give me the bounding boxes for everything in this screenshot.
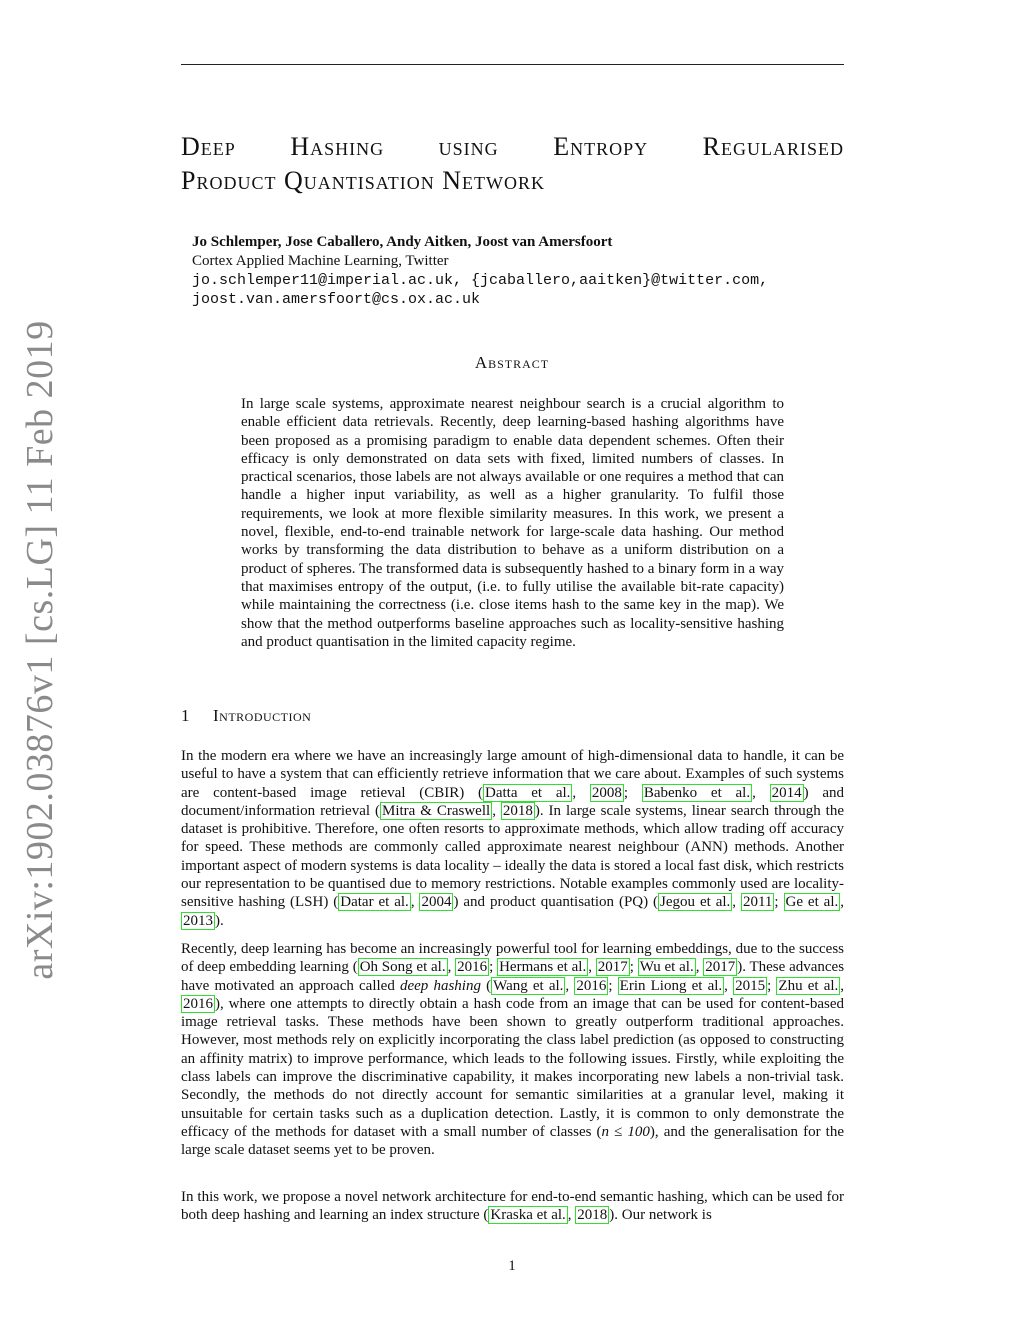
arxiv-stamp xyxy=(19,320,61,980)
text-run: ) and document/information retrieval ( xyxy=(181,784,845,819)
citation-link[interactable]: 2017 xyxy=(597,959,628,976)
citation-link[interactable]: 2008 xyxy=(591,784,622,801)
citation-link[interactable]: 2016 xyxy=(457,959,488,976)
title-word: Entropy xyxy=(553,132,649,161)
title-word: using xyxy=(438,132,499,161)
title-word: Deep xyxy=(181,132,236,161)
text-run: , xyxy=(840,894,844,911)
author-names: Jo Schlemper, Jose Caballero, Andy Aitken, Joost van Amersfoort xyxy=(192,234,613,250)
citation-link[interactable]: Hermans et al. xyxy=(499,959,587,976)
text-run: Recently, deep learning has become an increasingly powerful tool for learning embeddings, due to the success of deep embedding learning ( xyxy=(181,941,844,976)
author-block xyxy=(192,233,844,309)
citation-link[interactable]: Oh Song et al. xyxy=(359,959,446,976)
intro-paragraph-1 xyxy=(181,747,844,930)
text-run: ; xyxy=(489,959,498,976)
text-run: ; xyxy=(767,977,777,994)
citation-link[interactable]: Datta et al. xyxy=(485,784,571,801)
citation-link[interactable]: Ge et al. xyxy=(785,894,839,911)
citation-link[interactable]: Babenko et al. xyxy=(643,784,751,801)
citation-link[interactable]: Zhu et al. xyxy=(778,977,839,994)
citation-link[interactable]: Datar et al. xyxy=(340,894,409,911)
citation-link[interactable]: 2018 xyxy=(502,802,533,819)
arxiv-stamp-text: arXiv:1902.03876v1 [cs.LG] 11 Feb 2019 xyxy=(19,320,61,980)
citation-link[interactable]: Mitra & Craswell xyxy=(381,802,491,819)
author-emails-line-1: jo.schlemper11@imperial.ac.uk, {jcaballero,aaitken}@twitter.com, xyxy=(192,272,769,289)
text-run: ), and the generalisation for the large scale dataset seems yet to be proven. xyxy=(181,1123,844,1159)
intro-paragraph-2 xyxy=(181,940,844,1160)
citation-link[interactable]: 2016 xyxy=(183,995,213,1012)
citation-link[interactable]: 2011 xyxy=(742,894,773,911)
text-run: In this work, we propose a novel network architecture for end-to-end semantic hashing, which can be used for both deep hashing and learning an index structure ( xyxy=(181,1189,844,1224)
text-run: In the modern era where we have an increasingly large amount of high-dimensional data to handle, it can be useful to have a system that can efficiently retrieve information that we care about. Examples of such systems are content-based image retieval (CBIR) ( xyxy=(181,748,844,801)
citation-link[interactable]: Wang et al. xyxy=(493,977,564,994)
section-title: Introduction xyxy=(213,706,312,725)
text-run: ). In large scale systems, linear search through the dataset is prohibitive. Therefore, one often resorts to approximate methods, which allow trading off accuracy for speed. These methods are commonly called approximate nearest neighbour (ANN) methods. Another important aspect of modern systems is data locality – ideally the data is stored a local fast disk, which restricts our representation to be quantised due to memory restrictions. Notable examples commonly used are locality-sensitive hashing (LSH) ( xyxy=(181,802,844,911)
abstract-heading: Abstract xyxy=(474,353,550,372)
title-word: Regularised xyxy=(702,132,844,161)
text-run: ; xyxy=(623,784,642,801)
citation-link[interactable]: 2016 xyxy=(576,977,607,994)
affiliation: Cortex Applied Machine Learning, Twitter xyxy=(192,253,449,269)
intro-paragraph-3 xyxy=(181,1188,844,1225)
author-emails-line-2: joost.van.amersfoort@cs.ox.ac.uk xyxy=(192,291,481,308)
text-run: , xyxy=(492,802,501,819)
citation-link[interactable]: 2013 xyxy=(183,912,213,929)
citation-link[interactable]: 2004 xyxy=(421,894,452,911)
text-run: ( xyxy=(480,977,492,994)
section-heading xyxy=(181,706,311,726)
citation-link[interactable]: 2015 xyxy=(735,977,766,994)
text-run: , xyxy=(752,784,770,801)
text-run: , xyxy=(588,959,596,976)
text-run: , xyxy=(410,894,420,911)
citation-link[interactable]: Erin Liong et al. xyxy=(619,977,723,994)
text-run: ; xyxy=(608,977,618,994)
text-run: , xyxy=(732,894,741,911)
math-inline: n ≤ 100 xyxy=(601,1123,650,1140)
text-run: ). xyxy=(215,912,224,929)
citation-link[interactable]: 2014 xyxy=(771,784,802,801)
text-run: ; xyxy=(629,959,638,976)
top-rule xyxy=(181,64,844,65)
citation-link[interactable]: Wu et al. xyxy=(639,959,694,976)
text-run: ; xyxy=(774,894,784,911)
text-run: , xyxy=(572,784,590,801)
section-number: 1 xyxy=(181,706,190,725)
text-run: ). Our network is xyxy=(609,1207,712,1224)
text-run: , xyxy=(565,977,575,994)
paper-title xyxy=(181,130,844,198)
abstract-text: In large scale systems, approximate nearest neighbour search is a crucial algorithm to enable efficient data retrievals. Recently, deep learning-based hashing algorithms have been proposed as a promising paradigm to enable data dependent schemes. Often their efficacy is only demonstrated on data sets with fixed, limited numbers of classes. In practical scenarios, those labels are not always available or one requires a method that can handle a higher input variability, as well as a higher granularity. To fulfil those requirements, we look at more flexible similarity measures. In this work, we present a novel, flexible, end-to-end trainable network for large-scale data hashing. Our method works by transforming the data distribution to behave as a uniform distribution on a product of spheres. The transformed data is subsequently hashed to a binary form in a way that maximises entropy of the output, (i.e. to fully utilise the available bit-rate capacity) while maintaining the correctness (i.e. close items hash to the same key in the map). We show that the method outperforms baseline approaches such as locality-sensitive hashing and product quantisation in the limited capacity regime. xyxy=(241,396,784,650)
text-run: , xyxy=(724,977,734,994)
emphasis: deep hashing xyxy=(399,977,481,994)
title-line-2: Product Quantisation Network xyxy=(181,166,545,195)
page-number: 1 xyxy=(508,1258,516,1274)
title-word: Hashing xyxy=(290,132,385,161)
text-run: , xyxy=(695,959,704,976)
text-run: , xyxy=(447,959,456,976)
citation-link[interactable]: 2017 xyxy=(705,959,736,976)
text-run: ), where one attempts to directly obtain a hash code from an image that can be used for content-based image retrieval tasks. These methods have been shown to greatly outperform traditional approaches. However, most methods rely on explicitly incorporating the class label prediction (as opposed to constructing an affinity matrix) to improve performance, which leads to the following issues. Firstly, while exploiting the class labels can improve the discriminative capability, it makes incorporating new labels a non-trivial task. Secondly, the methods do not directly account for semantic similarities at a granular level, making it unsuitable for certain tasks such as a duplication detection. Lastly, it is common to only demonstrate the efficacy of the methods for dataset with a small number of classes ( xyxy=(181,995,844,1140)
text-run: ) and product quantisation (PQ) ( xyxy=(453,894,659,911)
citation-link[interactable]: 2018 xyxy=(577,1207,608,1224)
citation-link[interactable]: Kraska et al. xyxy=(490,1207,566,1224)
citation-link[interactable]: Jegou et al. xyxy=(660,894,731,911)
text-run: , xyxy=(567,1207,576,1224)
title-line-1 xyxy=(181,130,844,164)
text-run: ). These advances have motivated an approach called xyxy=(181,959,845,994)
text-run: , xyxy=(840,977,845,994)
